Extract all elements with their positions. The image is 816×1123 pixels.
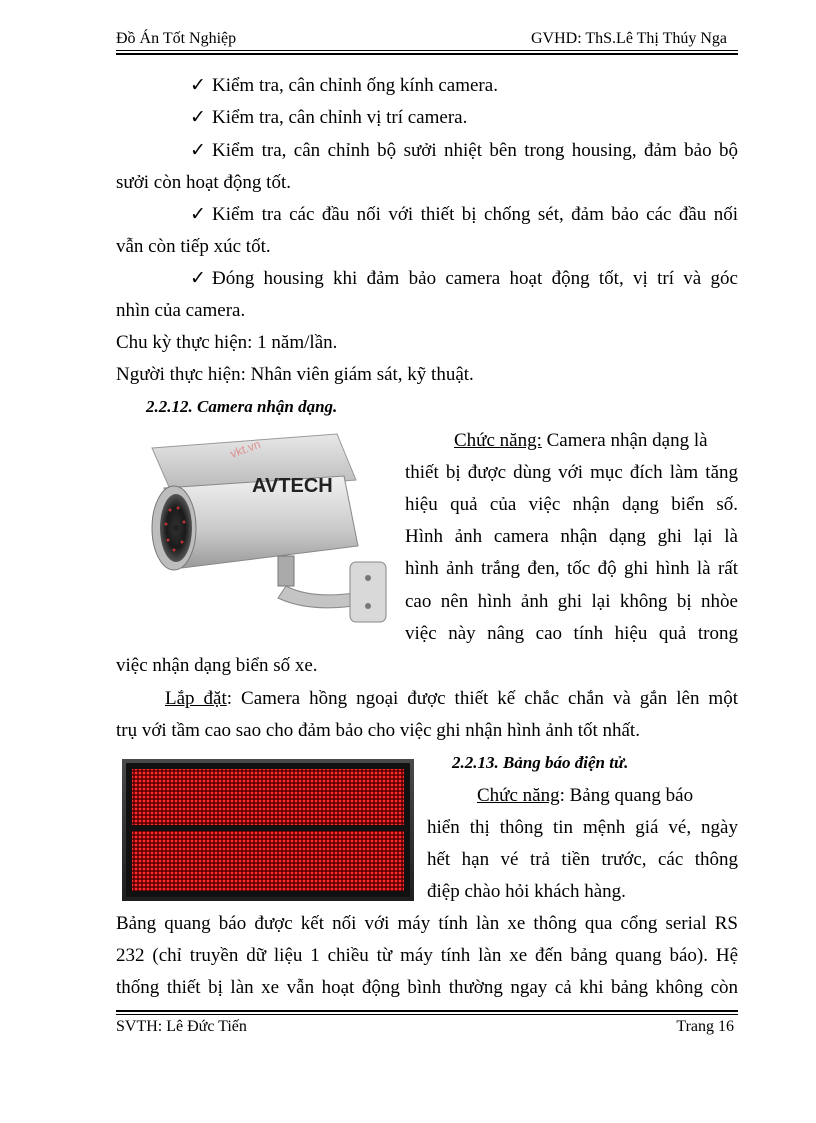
paragraph-line: cao nên hình ảnh ghi lại không bị nhòe: [405, 591, 738, 612]
paragraph-line: Bảng quang báo được kết nối với máy tính làn xe thông qua cổng serial RS: [116, 913, 738, 934]
paragraph-line: Hình ảnh camera nhận dạng ghi lại là: [405, 526, 738, 547]
footer-left: SVTH: Lê Đức Tiến: [116, 1018, 247, 1035]
led-board-image: [122, 759, 414, 901]
paragraph-line: việc này nâng cao tính hiệu quả trong: [405, 623, 738, 644]
checklist-item-continued: nhìn của camera.: [116, 300, 246, 321]
checkmark-icon: ✓: [190, 268, 206, 289]
paragraph-line: hình ảnh trắng đen, tốc độ ghi hình là rất: [405, 558, 738, 579]
checklist-item: ✓ Kiểm tra, cân chỉnh ống kính camera.: [190, 70, 498, 102]
paragraph-line: 232 (chỉ truyền dữ liệu 1 chiều từ máy tính làn xe đến bảng quang báo). Hệ: [116, 945, 738, 966]
checkmark-icon: ✓: [190, 204, 206, 225]
function-paragraph-led: Chức năng: Bảng quang báo: [477, 785, 694, 806]
paragraph-line: hết hạn vé trả tiền trước, các thông: [427, 849, 738, 870]
paragraph-line: việc nhận dạng biển số xe.: [116, 655, 318, 676]
performer-text: Người thực hiện: Nhân viên giám sát, kỹ thuật.: [116, 364, 474, 385]
paragraph-line: trụ với tầm cao sao cho đảm bảo cho việc ghi nhận hình ảnh tốt nhất.: [116, 720, 640, 741]
paragraph-line: thiết bị được dùng với mục đích làm tăng: [405, 462, 738, 483]
function-paragraph-camera: Chức năng: Camera nhận dạng là: [454, 430, 708, 451]
checklist-item: ✓ Kiểm tra, cân chỉnh vị trí camera.: [190, 102, 467, 134]
checklist-item-continued: vẫn còn tiếp xúc tốt.: [116, 236, 271, 257]
checklist-item: ✓ Kiểm tra, cân chỉnh bộ sưởi nhiệt bên trong housing, đảm bảo bộ: [190, 135, 738, 167]
page-number: Trang 16: [676, 1018, 734, 1035]
paragraph-line: hiển thị thông tin mệnh giá vé, ngày: [427, 817, 738, 838]
header-rule-thin: [116, 50, 738, 51]
header-right: GVHD: ThS.Lê Thị Thúy Nga: [531, 30, 727, 47]
footer-rule-thick: [116, 1010, 738, 1012]
install-label: Lắp đặt: [165, 688, 227, 709]
camera-image: [112, 428, 398, 628]
cycle-text: Chu kỳ thực hiện: 1 năm/lần.: [116, 332, 338, 353]
checklist-item: ✓ Kiểm tra các đầu nối với thiết bị chống sét, đảm bảo các đầu nối: [190, 199, 738, 231]
install-paragraph: Lắp đặt: Camera hồng ngoại được thiết kế chắc chắn và gắn lên một: [165, 688, 738, 709]
header-left: Đồ Án Tốt Nghiệp: [116, 30, 237, 47]
function-label: Chức năng: [477, 785, 560, 806]
function-label: Chức năng:: [454, 430, 542, 451]
checkmark-icon: ✓: [190, 107, 206, 128]
footer-rule-thin: [116, 1014, 738, 1015]
paragraph-line: điệp chào hỏi khách hàng.: [427, 881, 626, 902]
section-heading-led-board: 2.2.13. Bảng báo điện tử.: [452, 753, 629, 772]
paragraph-line: thống thiết bị làn xe vẫn hoạt động bình thường ngay cả khi bảng không còn: [116, 977, 738, 998]
section-heading-camera: 2.2.12. Camera nhận dạng.: [146, 397, 338, 416]
camera-brand: AVTECH: [252, 475, 333, 497]
checklist-item-continued: sưởi còn hoạt động tốt.: [116, 172, 291, 193]
header-rule-thick: [116, 53, 738, 55]
checklist-item: ✓ Đóng housing khi đảm bảo camera hoạt động tốt, vị trí và góc: [190, 263, 738, 295]
checkmark-icon: ✓: [190, 140, 206, 161]
watermark: vkt.vn: [228, 436, 263, 461]
paragraph-line: hiệu quả của việc nhận dạng biển số.: [405, 494, 738, 515]
checkmark-icon: ✓: [190, 75, 206, 96]
